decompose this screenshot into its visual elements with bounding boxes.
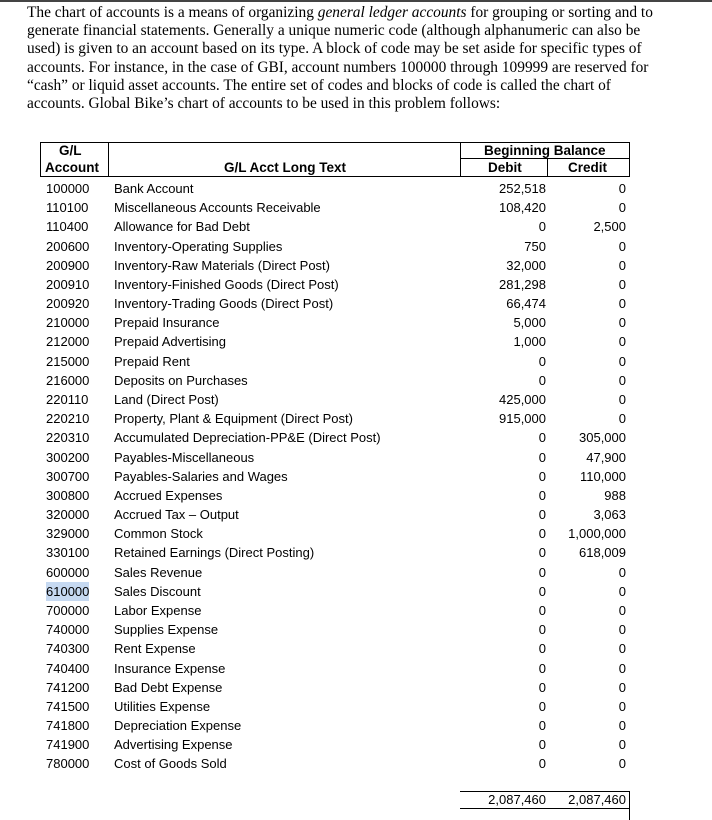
header-gl: G/L	[59, 143, 82, 158]
debit-value: 0	[538, 737, 546, 753]
header-credit: Credit	[568, 160, 608, 175]
account-long-text: Land (Direct Post)	[114, 391, 219, 407]
header-right-border	[629, 142, 630, 177]
account-long-text: Common Stock	[114, 526, 203, 542]
debit-value: 915,000	[499, 411, 546, 427]
debit-value: 0	[538, 545, 546, 561]
chart-of-accounts-table	[40, 142, 630, 820]
account-number: 780000	[46, 756, 90, 772]
account-number: 216000	[46, 372, 90, 388]
header-account: Account	[45, 160, 99, 175]
account-number: 220210	[46, 411, 90, 427]
account-long-text: Miscellaneous Accounts Receivable	[114, 200, 321, 216]
debit-value: 281,298	[499, 276, 546, 292]
account-long-text: Inventory-Raw Materials (Direct Post)	[114, 257, 330, 273]
debit-value: 0	[538, 622, 546, 638]
debit-value: 0	[538, 507, 546, 523]
credit-value: 1,000,000	[568, 526, 626, 542]
credit-value: 110,000	[579, 468, 626, 484]
total-credit: 2,087,460	[568, 792, 626, 807]
debit-value: 0	[538, 526, 546, 542]
account-long-text: Prepaid Advertising	[114, 334, 227, 350]
account-number: 300700	[46, 468, 90, 484]
debit-value: 0	[538, 353, 546, 369]
account-long-text: Utilities Expense	[114, 698, 211, 714]
debit-value: 66,474	[506, 296, 546, 312]
intro-paragraph	[27, 4, 667, 113]
debit-value: 252,518	[499, 181, 546, 196]
debit-value: 0	[538, 372, 546, 388]
account-number: 200900	[46, 257, 90, 273]
account-number: 320000	[46, 507, 90, 523]
credit-value: 0	[618, 756, 626, 772]
account-long-text: Payables-Salaries and Wages	[114, 468, 288, 484]
header-divider-2	[460, 142, 461, 177]
account-number: 700000	[46, 602, 90, 618]
credit-value: 0	[618, 622, 626, 638]
account-long-text: Sales Discount	[114, 583, 201, 599]
credit-value: 0	[618, 334, 626, 350]
debit-value: 425,000	[499, 391, 546, 407]
header-divider-1	[108, 142, 109, 177]
credit-value: 0	[618, 718, 626, 734]
debit-value: 0	[538, 641, 546, 657]
credit-value: 0	[618, 660, 626, 676]
credit-value: 0	[618, 200, 626, 216]
header-debit: Debit	[488, 160, 522, 175]
account-long-text: Allowance for Bad Debt	[114, 219, 250, 235]
account-number: 741200	[46, 679, 90, 695]
account-long-text: Supplies Expense	[114, 622, 219, 638]
header-beginning-balance: Beginning Balance	[484, 143, 606, 158]
debit-value: 0	[538, 698, 546, 714]
credit-value: 0	[618, 641, 626, 657]
debit-value: 0	[538, 583, 546, 599]
account-number: 220110	[46, 391, 89, 407]
intro-text-1: The chart of accounts is a means of organizing	[27, 4, 318, 21]
account-long-text: Bad Debt Expense	[114, 679, 223, 695]
intro-text-2: for grouping or sorting and to generate financial statements. Generally a unique numeric code (although alphanumeric can also be used) is given to an account based on its type. A block of code may be set aside for specific types of accounts. For instance, in the case of GBI, account numbers 100000 through 109999 are reserved for “cash” or liquid asset accounts. The entire set of codes and blocks of code is called the chart of accounts. Global Bike’s chart of accounts to be used in this problem follows:	[27, 4, 653, 113]
account-long-text: Accumulated Depreciation-PP&E (Direct Post)	[114, 430, 381, 446]
debit-value: 0	[538, 468, 546, 484]
account-number: 330100	[46, 545, 90, 561]
debit-value: 0	[538, 449, 546, 465]
total-debit: 2,087,460	[488, 792, 546, 807]
account-number: 210000	[46, 315, 90, 331]
account-number: 741900	[46, 737, 90, 753]
debit-value: 0	[538, 602, 546, 618]
account-long-text: Labor Expense	[114, 602, 202, 618]
top-rule	[0, 0, 712, 2]
account-number: 741800	[46, 718, 90, 734]
account-long-text: Accrued Expenses	[114, 487, 223, 503]
credit-value: 0	[618, 181, 626, 196]
account-number: 200600	[46, 238, 90, 254]
debit-value: 0	[538, 219, 546, 235]
account-number: 100000	[46, 181, 90, 196]
credit-value: 0	[618, 372, 626, 388]
credit-value: 0	[618, 583, 626, 599]
debit-value: 108,420	[499, 200, 546, 216]
credit-value: 47,900	[586, 449, 626, 465]
debit-value: 0	[538, 430, 546, 446]
credit-value: 0	[618, 564, 626, 580]
account-long-text: Property, Plant & Equipment (Direct Post)	[114, 411, 353, 427]
account-long-text: Retained Earnings (Direct Posting)	[114, 545, 315, 561]
header-bottom-border	[40, 176, 630, 177]
credit-value: 0	[618, 679, 626, 695]
debit-value: 1,000	[513, 334, 546, 350]
account-number: 300800	[46, 487, 90, 503]
account-long-text: Depreciation Expense	[114, 718, 242, 734]
account-long-text: Payables-Miscellaneous	[114, 449, 255, 465]
account-number: 300200	[46, 449, 90, 465]
account-long-text: Inventory-Operating Supplies	[114, 238, 283, 254]
account-long-text: Inventory-Trading Goods (Direct Post)	[114, 296, 334, 312]
account-long-text: Accrued Tax – Output	[114, 507, 239, 523]
debit-value: 0	[538, 487, 546, 503]
account-number: 600000	[46, 564, 90, 580]
account-long-text: Cost of Goods Sold	[114, 756, 227, 772]
credit-value: 0	[618, 411, 626, 427]
account-long-text: Prepaid Insurance	[114, 315, 220, 331]
credit-value: 0	[618, 353, 626, 369]
debit-value: 0	[538, 564, 546, 580]
credit-value: 0	[618, 315, 626, 331]
totals-right-border	[629, 791, 630, 820]
account-number: 741500	[46, 698, 90, 714]
debit-value: 0	[538, 660, 546, 676]
account-number: 329000	[46, 526, 90, 542]
debit-value: 5,000	[513, 315, 546, 331]
account-long-text: Inventory-Finished Goods (Direct Post)	[114, 276, 339, 292]
credit-value: 0	[618, 391, 626, 407]
account-number: 220310	[46, 430, 90, 446]
account-number: 215000	[46, 353, 90, 369]
account-number: 212000	[46, 334, 90, 350]
account-number: 110400	[46, 219, 89, 235]
totals-bottom-border	[460, 808, 630, 809]
credit-value: 0	[618, 602, 626, 618]
header-left-border	[40, 142, 41, 177]
debit-value: 750	[524, 238, 546, 254]
account-number: 740000	[46, 622, 90, 638]
account-number: 740400	[46, 660, 90, 676]
account-long-text: Prepaid Rent	[114, 353, 190, 369]
account-long-text: Deposits on Purchases	[114, 372, 248, 388]
credit-value: 618,009	[579, 545, 626, 561]
header-long-text: G/L Acct Long Text	[224, 160, 347, 175]
header-divider-3	[547, 158, 548, 177]
account-long-text: Insurance Expense	[114, 660, 226, 676]
credit-value: 0	[618, 276, 626, 292]
credit-value: 2,500	[593, 219, 626, 235]
credit-value: 0	[618, 238, 626, 254]
account-long-text: Bank Account	[114, 181, 194, 196]
account-number: 200920	[46, 296, 90, 312]
credit-value: 0	[618, 296, 626, 312]
intro-italic-term: general ledger accounts	[317, 4, 467, 21]
account-number: 610000	[46, 583, 90, 599]
credit-value: 0	[618, 257, 626, 273]
credit-value: 0	[618, 737, 626, 753]
account-number: 200910	[46, 276, 90, 292]
account-number: 110100	[46, 200, 89, 216]
account-long-text: Sales Revenue	[114, 564, 203, 580]
credit-value: 3,063	[593, 507, 626, 523]
debit-value: 0	[538, 756, 546, 772]
debit-value: 0	[538, 718, 546, 734]
credit-value: 0	[618, 698, 626, 714]
account-long-text: Rent Expense	[114, 641, 196, 657]
credit-value: 305,000	[579, 430, 626, 446]
account-long-text: Advertising Expense	[114, 737, 233, 753]
debit-value: 32,000	[506, 257, 546, 273]
credit-value: 988	[604, 487, 626, 503]
account-number: 740300	[46, 641, 90, 657]
debit-value: 0	[538, 679, 546, 695]
